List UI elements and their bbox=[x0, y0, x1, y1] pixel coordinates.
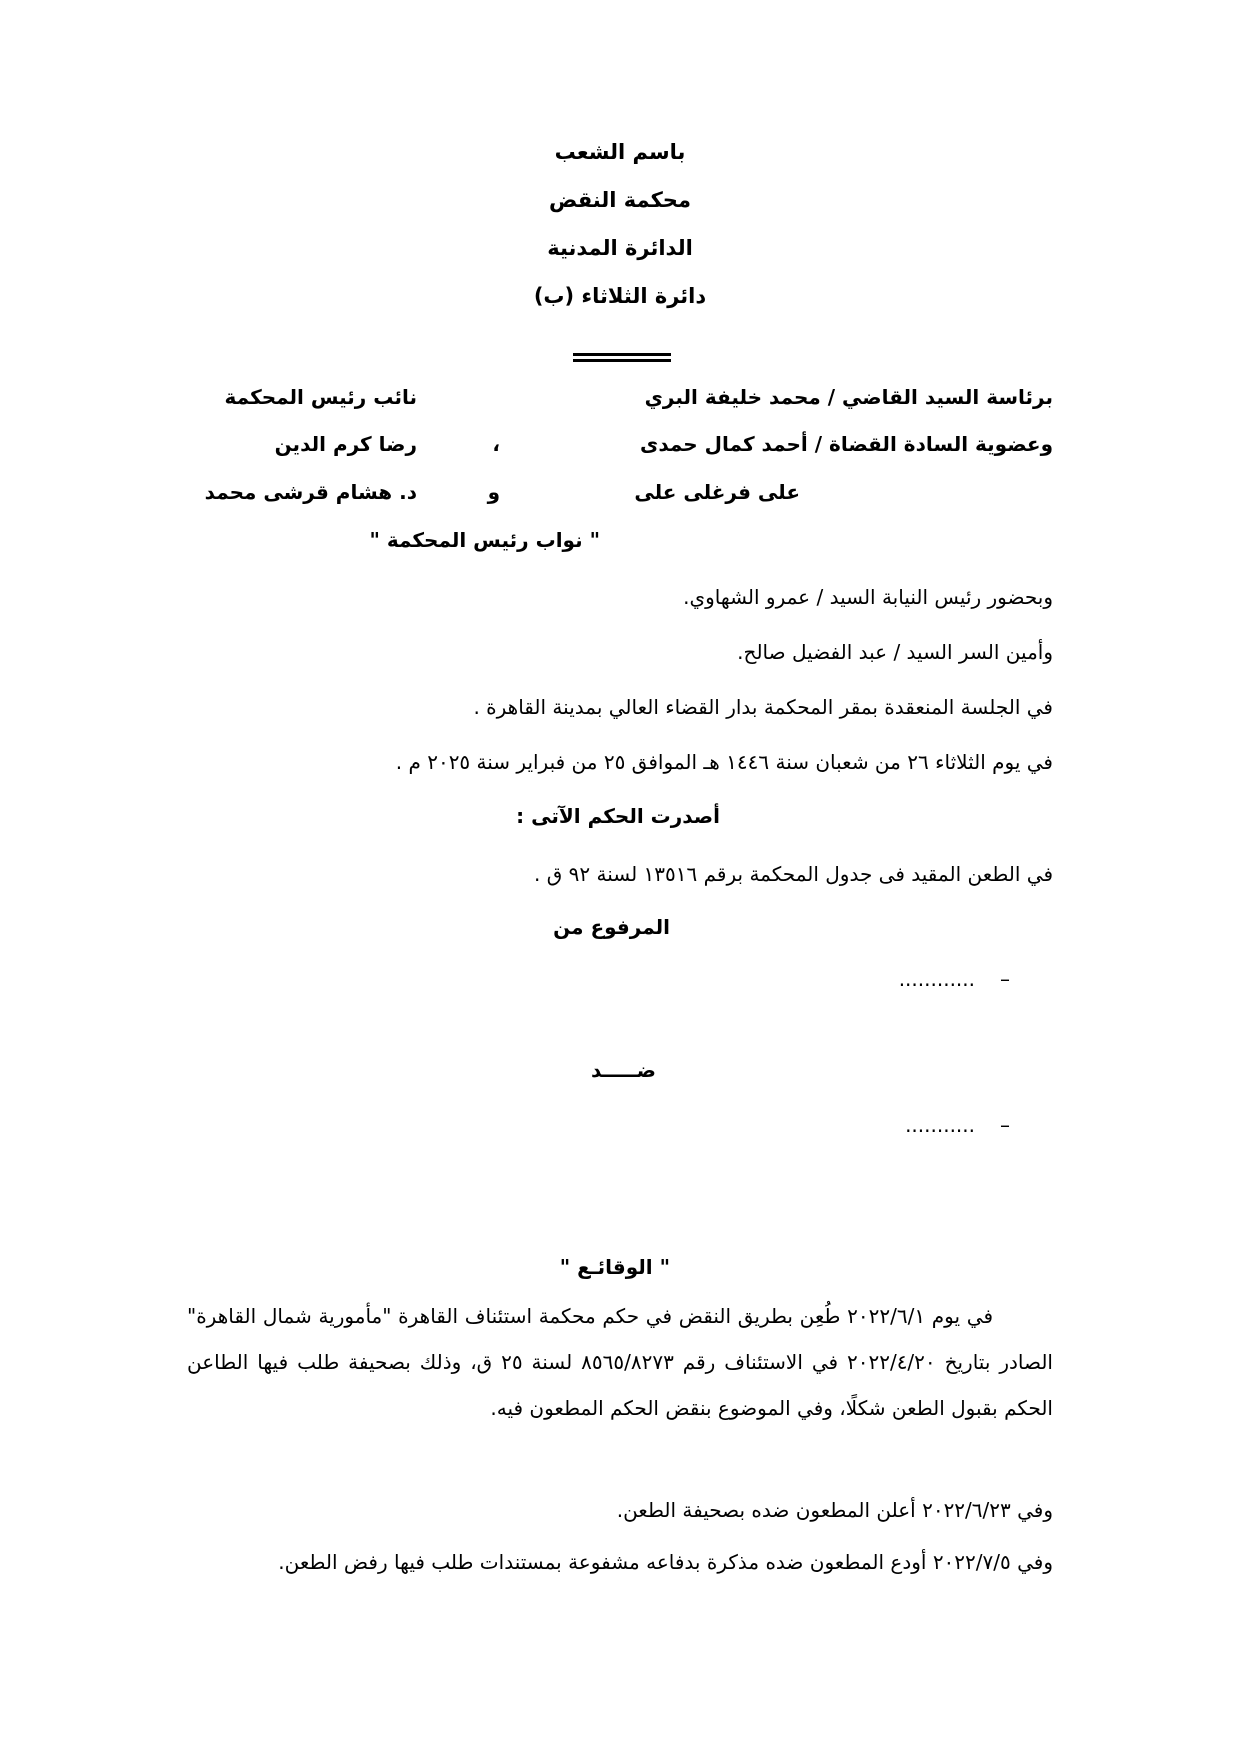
prosecution-attendance: وبحضور رئيس النيابة السيد / عمرو الشهاوي. bbox=[683, 585, 1053, 609]
facts-paragraph-2: وفي ٢٠٢٢/٦/٢٣ أعلن المطعون ضده بصحيفة الطعن. bbox=[616, 1498, 1053, 1522]
court-secretary: وأمين السر السيد / عبد الفضيل صالح. bbox=[737, 640, 1053, 664]
header-tuesday-circuit: دائرة الثلاثاء (ب) bbox=[533, 284, 707, 308]
case-number-line: في الطعن المقيد فى جدول المحكمة برقم ١٣٥١٦ لسنة ٩٢ ق . bbox=[534, 862, 1053, 886]
appellant-name: ............ bbox=[898, 967, 975, 991]
member-judge-4: د. هشام قرشى محمد bbox=[204, 480, 417, 504]
facts-paragraph-1: في يوم ٢٠٢٢/٦/١ طُعِن بطريق النقض في حكم محكمة استئناف القاهرة "مأمورية شمال القاهرة" الصادر بتاريخ ٢٠٢٢/٤/٢٠ في الاستئناف رقم ٨٥٦٥/٨٢٧٣ لسنة ٢٥ ق، وذلك بصحيفة طلب فيها الطاعن الحكم بقبول الطعن شكلًا، وفي الموضوع بنقض الحكم المطعون فيه. bbox=[187, 1304, 1053, 1420]
header-in-name-of-people: باسم الشعب bbox=[554, 140, 686, 164]
member-separator-comma: ، bbox=[492, 432, 500, 456]
member-judge-3: على فرغلى على bbox=[634, 480, 800, 504]
facts-heading: " الوقائـع " bbox=[559, 1255, 670, 1279]
header-court-name: محكمة النقض bbox=[549, 188, 691, 212]
member-separator-and: و bbox=[487, 480, 500, 504]
respondent-name: ........... bbox=[905, 1113, 975, 1137]
session-date: في يوم الثلاثاء ٢٦ من شعبان سنة ١٤٤٦ هـ الموافق ٢٥ من فبراير سنة ٢٠٢٥ م . bbox=[395, 750, 1053, 774]
header-circuit: الدائرة المدنية bbox=[547, 236, 693, 260]
appellant-dash: – bbox=[1000, 967, 1010, 991]
member-judge-2: رضا كرم الدين bbox=[274, 432, 417, 456]
double-rule-divider bbox=[573, 353, 671, 362]
ruling-heading: أصدرت الحكم الآتى : bbox=[516, 804, 720, 828]
facts-paragraph-3: وفي ٢٠٢٢/٧/٥ أودع المطعون ضده مذكرة بدفاعه مشفوعة بمستندات طلب فيها رفض الطعن. bbox=[278, 1550, 1053, 1574]
against-heading: ضـــــد bbox=[590, 1058, 656, 1082]
members-title: " نواب رئيس المحكمة " bbox=[369, 528, 600, 552]
session-venue: في الجلسة المنعقدة بمقر المحكمة بدار القضاء العالي بمدينة القاهرة . bbox=[473, 695, 1053, 719]
member-judge-1: وعضوية السادة القضاة / أحمد كمال حمدى bbox=[640, 432, 1053, 456]
presiding-judge: برئاسة السيد القاضي / محمد خليفة البري bbox=[644, 385, 1053, 409]
appellant-heading: المرفوع من bbox=[553, 915, 670, 939]
respondent-dash: – bbox=[1000, 1113, 1010, 1137]
presiding-judge-title: نائب رئيس المحكمة bbox=[224, 385, 417, 409]
